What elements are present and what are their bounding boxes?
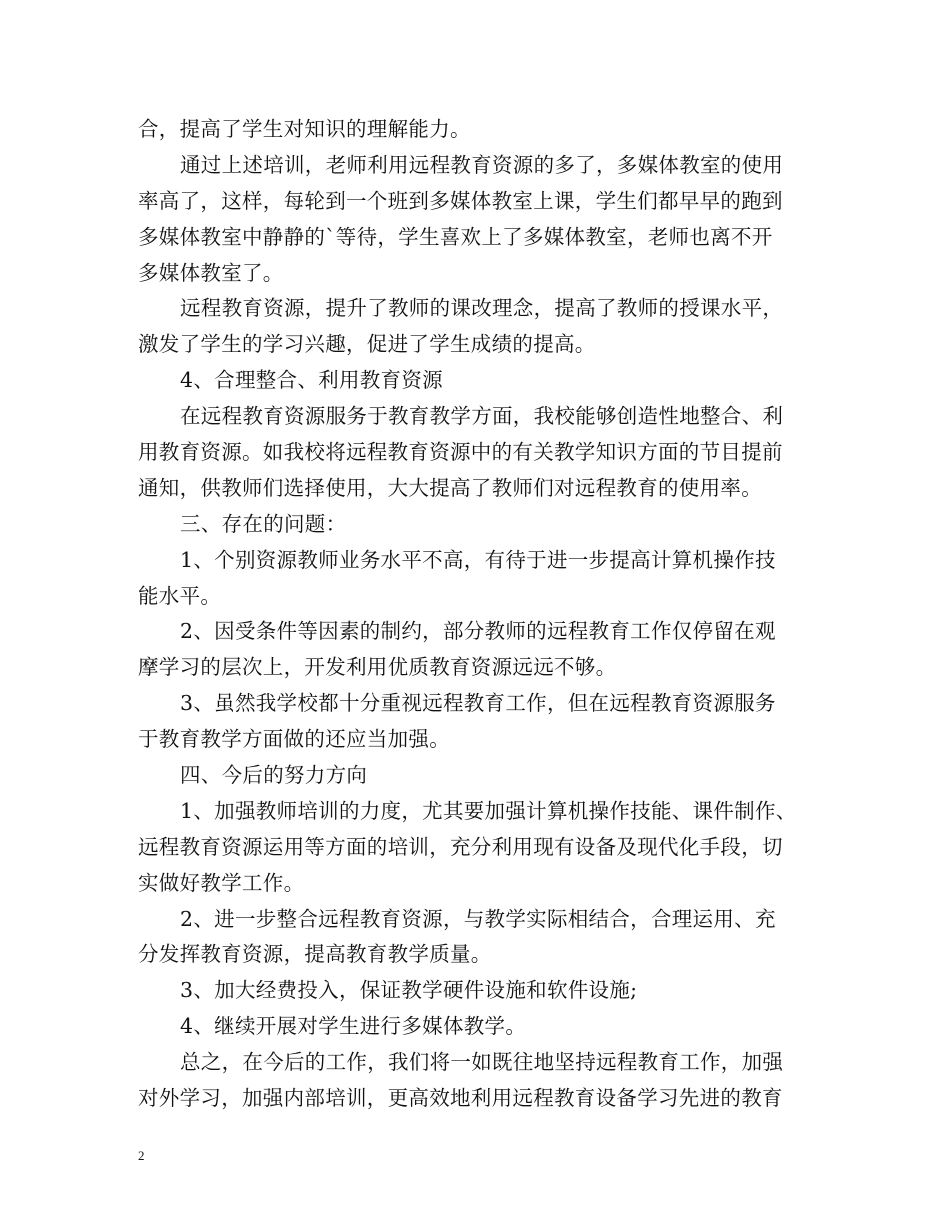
text-line: 2、进一步整合远程教育资源，与教学实际相结合，合理运用、充 — [180, 906, 776, 931]
text-line: 多媒体教室了。 — [138, 260, 284, 285]
text-line: 于教育教学方面做的还应当加强。 — [138, 727, 450, 752]
text-line: 对外学习，加强内部培训，更高效地利用远程教育设备学习先进的教育 — [138, 1086, 783, 1111]
text-line: 合，提高了学生对知识的理解能力。 — [138, 117, 471, 141]
text-line: 在远程教育资源服务于教育教学方面，我校能够创造性地整合、利 — [180, 404, 784, 429]
text-line: 用教育资源。如我校将远程教育资源中的有关教学知识方面的节目提前 — [138, 440, 783, 465]
text-line: 多媒体教室中静静的`等待，学生喜欢上了多媒体教室，老师也离不开 — [138, 224, 773, 249]
page-number: 2 — [138, 1148, 145, 1163]
text-line: 率高了，这样，每轮到一个班到多媒体教室上课，学生们都早早的跑到 — [138, 188, 783, 213]
text-line: 1、加强教师培训的力度，尤其要加强计算机操作技能、课件制作、 — [180, 798, 797, 823]
section-heading: 四、今后的努力方向 — [180, 763, 368, 788]
text-line: 远程教育资源，提升了教师的课改理念，提高了教师的授课水平， — [180, 296, 784, 321]
text-line: 3、虽然我学校都十分重视远程教育工作，但在远程教育资源服务 — [180, 691, 776, 716]
text-line: 通知，供教师们选择使用，大大提高了教师们对远程教育的使用率。 — [138, 475, 762, 500]
text-line: 激发了学生的学习兴趣，促进了学生成绩的提高。 — [138, 332, 596, 357]
text-line: 摩学习的层次上，开发利用优质教育资源远远不够。 — [138, 655, 617, 680]
text-line: 3、加大经费投入，保证教学硬件设施和软件设施; — [180, 978, 638, 1003]
text-line: 1、个别资源教师业务水平不高，有待于进一步提高计算机操作技 — [180, 547, 776, 572]
text-line: 通过上述培训，老师利用远程教育资源的多了，多媒体教室的使用 — [180, 152, 784, 177]
text-line: 远程教育资源运用等方面的培训，充分利用现有设备及现代化手段，切 — [138, 834, 783, 859]
text-line: 能水平。 — [138, 583, 222, 608]
text-line: 分发挥教育资源，提高教育教学质量。 — [138, 942, 492, 967]
text-line: 4、继续开展对学生进行多媒体教学。 — [180, 1014, 527, 1039]
document-body — [138, 112, 818, 1117]
text-line: 实做好教学工作。 — [138, 870, 305, 895]
section-heading: 4、合理整合、利用教育资源 — [180, 368, 443, 393]
text-line: 2、因受条件等因素的制约，部分教师的远程教育工作仅停留在观 — [180, 619, 776, 644]
section-heading: 三、存在的问题： — [180, 511, 347, 536]
text-line: 总之，在今后的工作，我们将一如既往地坚持远程教育工作，加强 — [180, 1050, 784, 1075]
